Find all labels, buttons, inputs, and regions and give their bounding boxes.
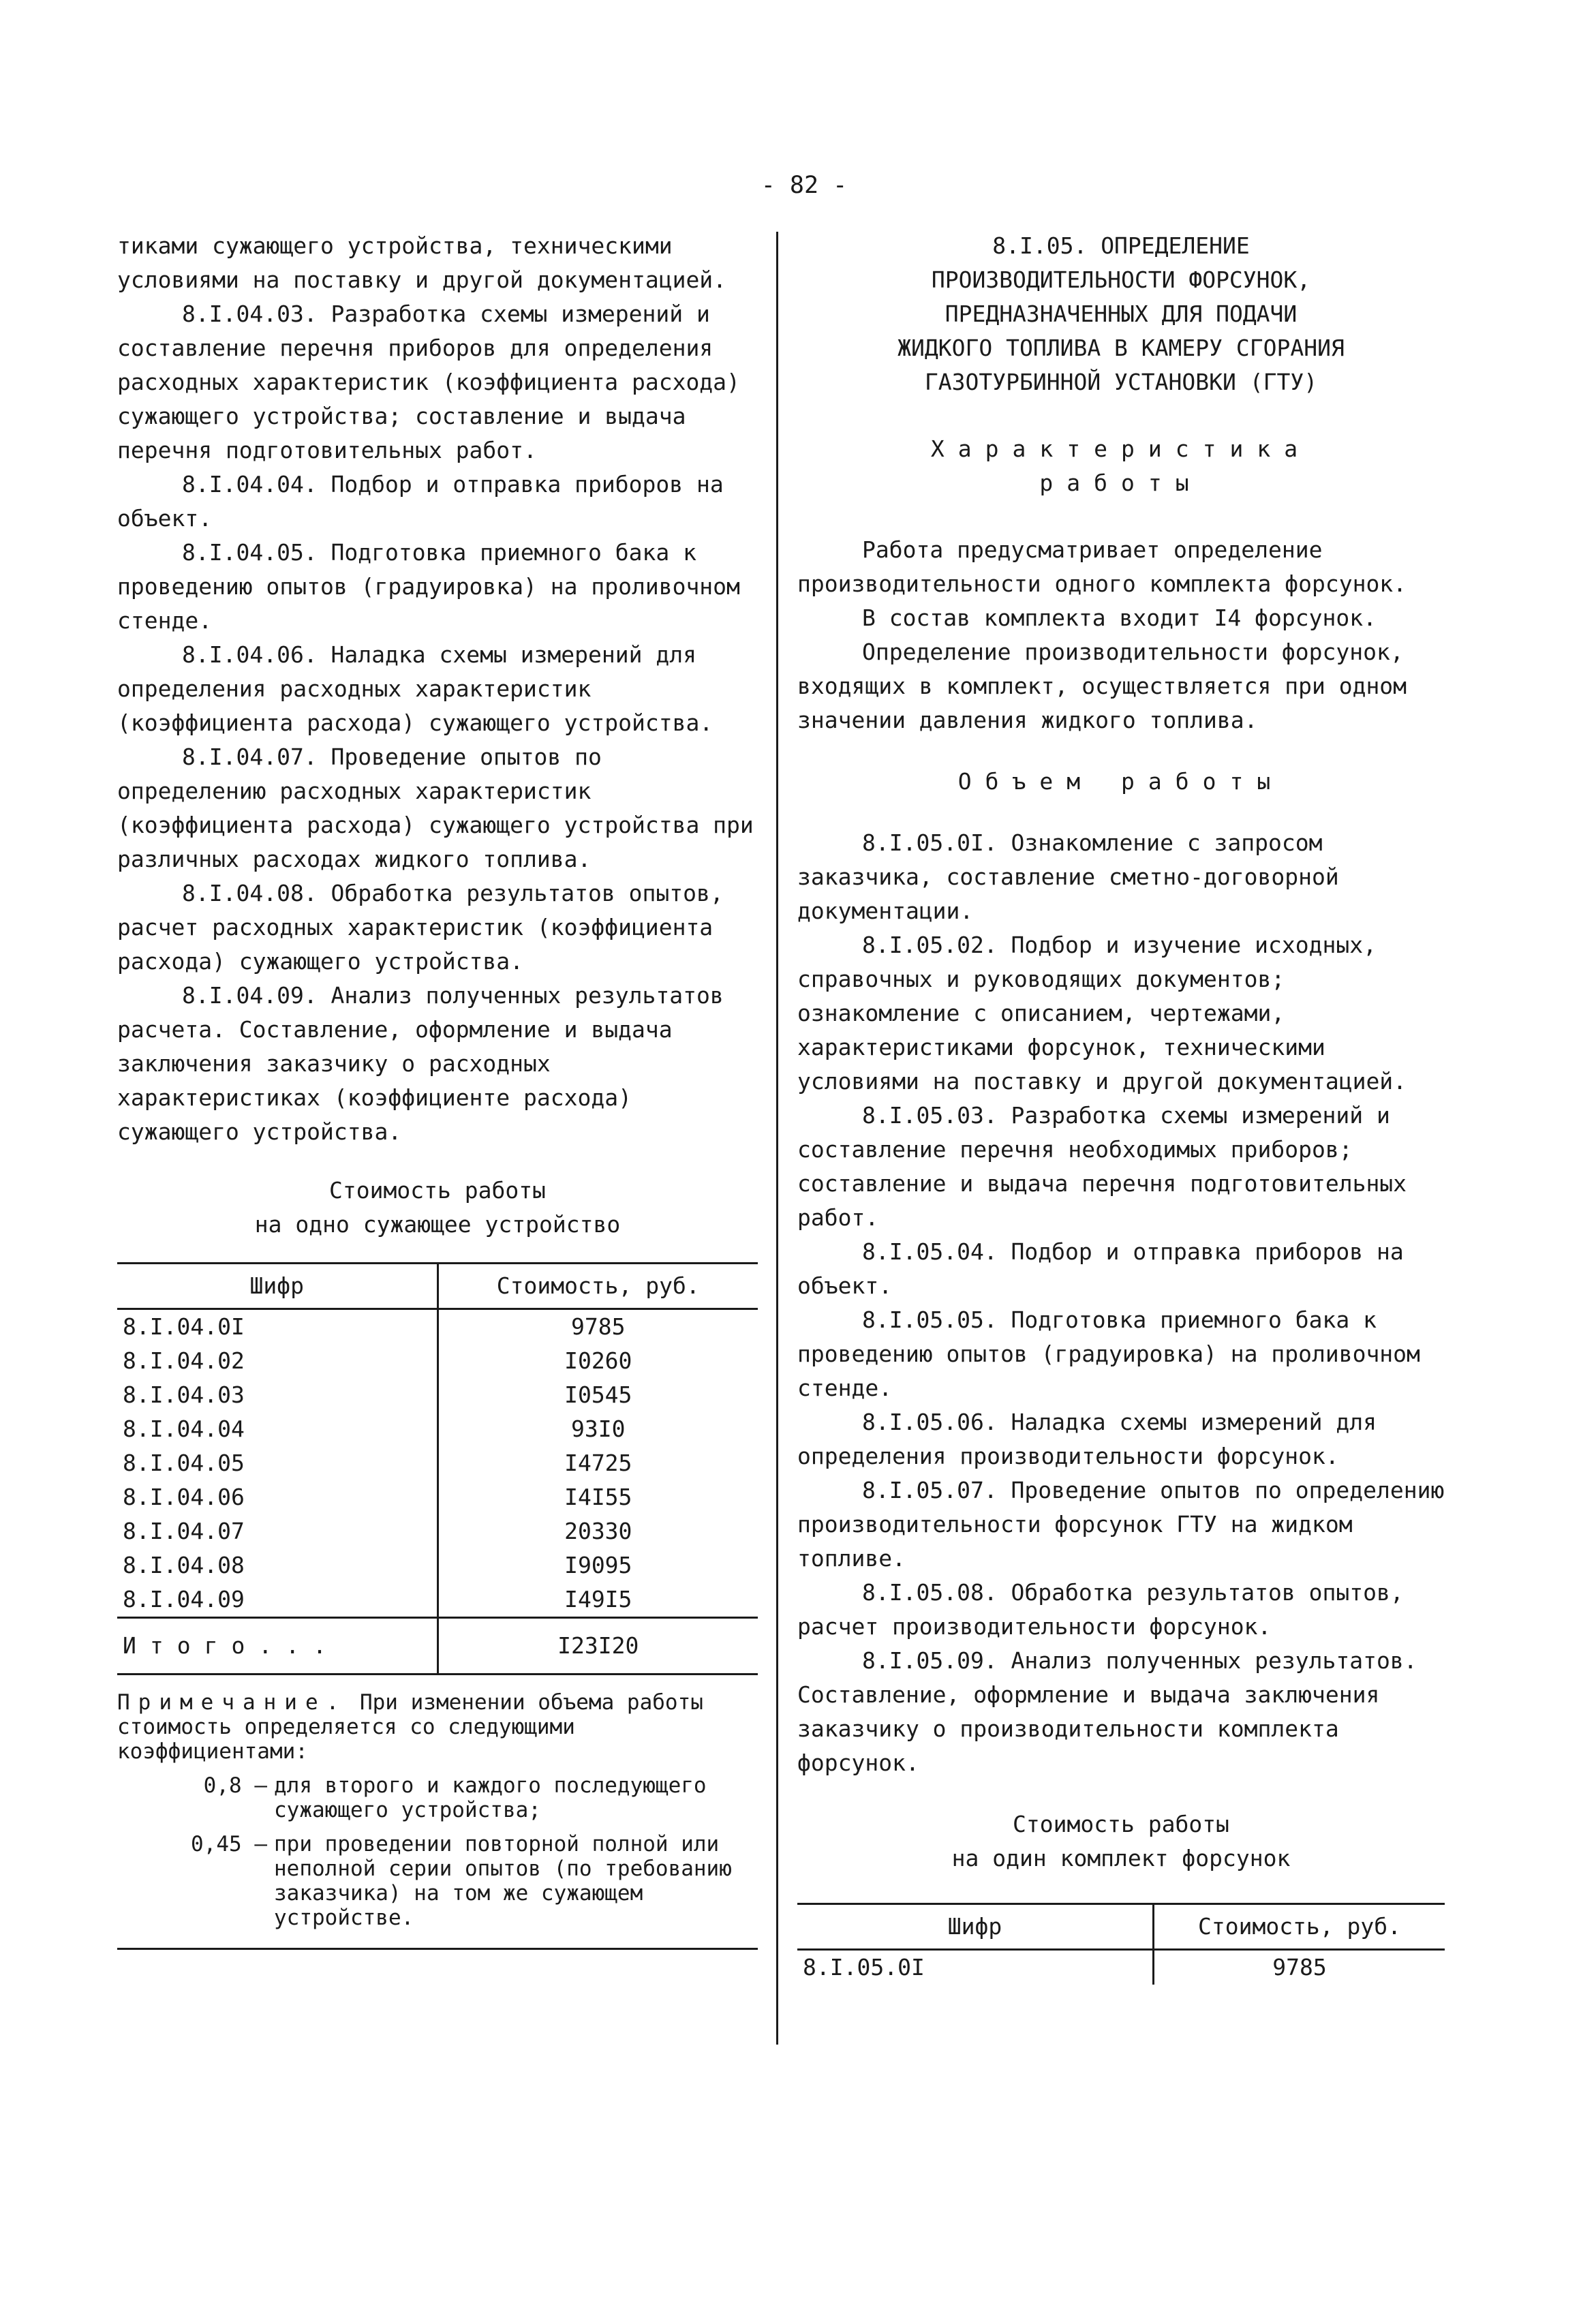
title-line: ЖИДКОГО ТОПЛИВА В КАМЕРУ СГОРАНИЯ (897, 335, 1345, 361)
coefficient-value: 0,45 – (191, 1832, 267, 1856)
paragraph: 8.I.05.0I. Ознакомление с запросом заказчика, составление сметно-договорной документации. (797, 829, 1339, 924)
table-row (117, 1514, 758, 1548)
paragraph: 8.I.04.03. Разработка схемы измерений и составление перечня приборов для определения расходных характеристик (коэффициента расхода) сужающего устройства; составление и выдача перечня подготовительных работ. (117, 301, 740, 463)
right-table-caption: Стоимость работы на один комплект форсунок (951, 1811, 1291, 1871)
paragraph: 8.I.05.03. Разработка схемы измерений и составление перечня необходимых приборов; составление и выдача перечня подготовительных работ. (797, 1102, 1407, 1231)
code-cell: 8.I.04.08 (123, 1552, 245, 1578)
coefficient-row (117, 1773, 758, 1822)
table-header-code: Шифр (117, 1264, 438, 1309)
cost-cell: 9785 (438, 1309, 758, 1345)
paragraph: Работа предусматривает определение производительности одного комплекта форсунок. (797, 536, 1407, 597)
paragraph: 8.I.04.07. Проведение опытов по определению расходных характеристик (коэффициента расхода) сужающего устройства при различных расходах жидкого топлива. (117, 744, 754, 872)
paragraph: Определение производительности форсунок, входящих в комплект, осуществляется при одном значении давления жидкого топлива. (797, 639, 1407, 733)
cost-table-8-1-04 (117, 1262, 758, 1675)
paragraph: 8.I.05.08. Обработка результатов опытов, расчет производительности форсунок. (797, 1579, 1404, 1640)
cost-cell: I9095 (438, 1548, 758, 1583)
table-row (117, 1412, 758, 1446)
paragraph: 8.I.05.05. Подготовка приемного бака к проведению опытов (градуировка) на проливочном стенде. (797, 1306, 1420, 1401)
table-row (117, 1583, 758, 1618)
volume-paragraphs (797, 826, 1445, 1780)
note-heading: Примечание. (117, 1690, 348, 1715)
table-row (117, 1548, 758, 1583)
cost-cell: 93I0 (438, 1412, 758, 1446)
cost-table-8-1-05 (797, 1903, 1445, 1985)
volume-heading: Объем работы (957, 768, 1285, 795)
cost-cell: I0545 (438, 1378, 758, 1412)
cost-cell: I0260 (438, 1344, 758, 1378)
code-cell: 8.I.04.06 (123, 1484, 245, 1510)
code-cell: 8.I.04.09 (123, 1586, 245, 1612)
note-text: При изменении объема работы стоимость определяется со следующими коэффициентами: (117, 1690, 703, 1764)
table-header-cost: Стоимость, руб. (1154, 1904, 1445, 1950)
code-cell: 8.I.04.05 (123, 1450, 245, 1476)
coefficient-text: для второго и каждого последующего сужающего устройства; (274, 1773, 707, 1822)
paragraph: 8.I.04.09. Анализ полученных результатов расчета. Составление, оформление и выдача заключения заказчику о расходных характеристиках (коэффициенте расхода) сужающего устройства. (117, 982, 724, 1145)
title-line: 8.I.05. ОПРЕДЕЛЕНИЕ (992, 232, 1250, 259)
paragraph: 8.I.04.05. Подготовка приемного бака к проведению опытов (градуировка) на проливочном стенде. (117, 539, 740, 634)
table-row (117, 1344, 758, 1378)
characteristic-paragraphs (797, 533, 1445, 737)
left-table-caption: Стоимость работы на одно сужающее устройство (254, 1177, 621, 1238)
paragraph: 8.I.05.06. Наладка схемы измерений для определения производительности форсунок. (797, 1409, 1377, 1469)
table-row (117, 1378, 758, 1412)
paragraph: 8.I.05.09. Анализ полученных результатов. Составление, оформление и выдача заключения заказчику о производительности комплекта форсунок. (797, 1647, 1417, 1776)
cost-cell: 9785 (1154, 1950, 1445, 1985)
code-cell: 8.I.05.0I (803, 1954, 925, 1981)
coefficient-text: при проведении повторной полной или неполной серии опытов (по требованию заказчика) на том же сужающем устройстве. (274, 1832, 732, 1930)
note (117, 1690, 758, 1930)
table-row (797, 1950, 1445, 1985)
total-label: Итого... (117, 1618, 438, 1675)
table-total-row (117, 1618, 758, 1675)
paragraph: тиками сужающего устройства, техническими условиями на поставку и другой документацией. (117, 232, 727, 293)
cost-cell: 20330 (438, 1514, 758, 1548)
paragraph: В состав комплекта входит I4 форсунок. (862, 605, 1377, 631)
cost-cell: I4725 (438, 1446, 758, 1480)
coefficient-row (117, 1832, 758, 1930)
table-header-code: Шифр (797, 1904, 1154, 1950)
paragraph: 8.I.05.04. Подбор и отправка приборов на объект. (797, 1238, 1404, 1299)
paragraph: 8.I.04.04. Подбор и отправка приборов на объект. (117, 471, 724, 532)
cost-cell: I4I55 (438, 1480, 758, 1514)
title-line: ПРЕДНАЗНАЧЕННЫХ ДЛЯ ПОДАЧИ (945, 301, 1298, 327)
table-header-cost: Стоимость, руб. (438, 1264, 758, 1309)
paragraph: 8.I.05.07. Проведение опытов по определению производительности форсунок ГТУ на жидком топливе. (797, 1477, 1445, 1572)
code-cell: 8.I.04.04 (123, 1416, 245, 1442)
paragraph: 8.I.04.08. Обработка результатов опытов, расчет расходных характеристик (коэффициента расхода) сужающего устройства. (117, 880, 724, 975)
left-column (117, 229, 758, 1950)
page-number: - 82 - (761, 172, 848, 199)
right-column (797, 229, 1445, 1985)
title-line: ПРОИЗВОДИТЕЛЬНОСТИ ФОРСУНОК, (931, 266, 1311, 293)
table-row (117, 1446, 758, 1480)
left-paragraphs (117, 229, 758, 1149)
total-value: I23I20 (438, 1618, 758, 1675)
coefficient-value: 0,8 – (203, 1773, 267, 1798)
paragraph: 8.I.05.02. Подбор и изучение исходных, справочных и руководящих документов; ознакомление с описанием, чертежами, характеристиками форсунок, техническими условиями на поставку и другой документацией. (797, 932, 1407, 1095)
title-line: ГАЗОТУРБИННОЙ УСТАНОВКИ (ГТУ) (924, 369, 1318, 395)
code-cell: 8.I.04.0I (123, 1313, 245, 1340)
code-cell: 8.I.04.07 (123, 1518, 245, 1544)
paragraph: 8.I.04.06. Наладка схемы измерений для определения расходных характеристик (коэффициента расхода) сужающего устройства. (117, 641, 713, 736)
code-cell: 8.I.04.03 (123, 1381, 245, 1408)
characteristic-heading: Характеристика работы (930, 435, 1312, 496)
table-row (117, 1480, 758, 1514)
column-divider (776, 232, 778, 2045)
code-cell: 8.I.04.02 (123, 1347, 245, 1374)
cost-cell: I49I5 (438, 1583, 758, 1618)
section-title (797, 229, 1445, 399)
note-end-rule (117, 1948, 758, 1950)
table-row (117, 1309, 758, 1345)
